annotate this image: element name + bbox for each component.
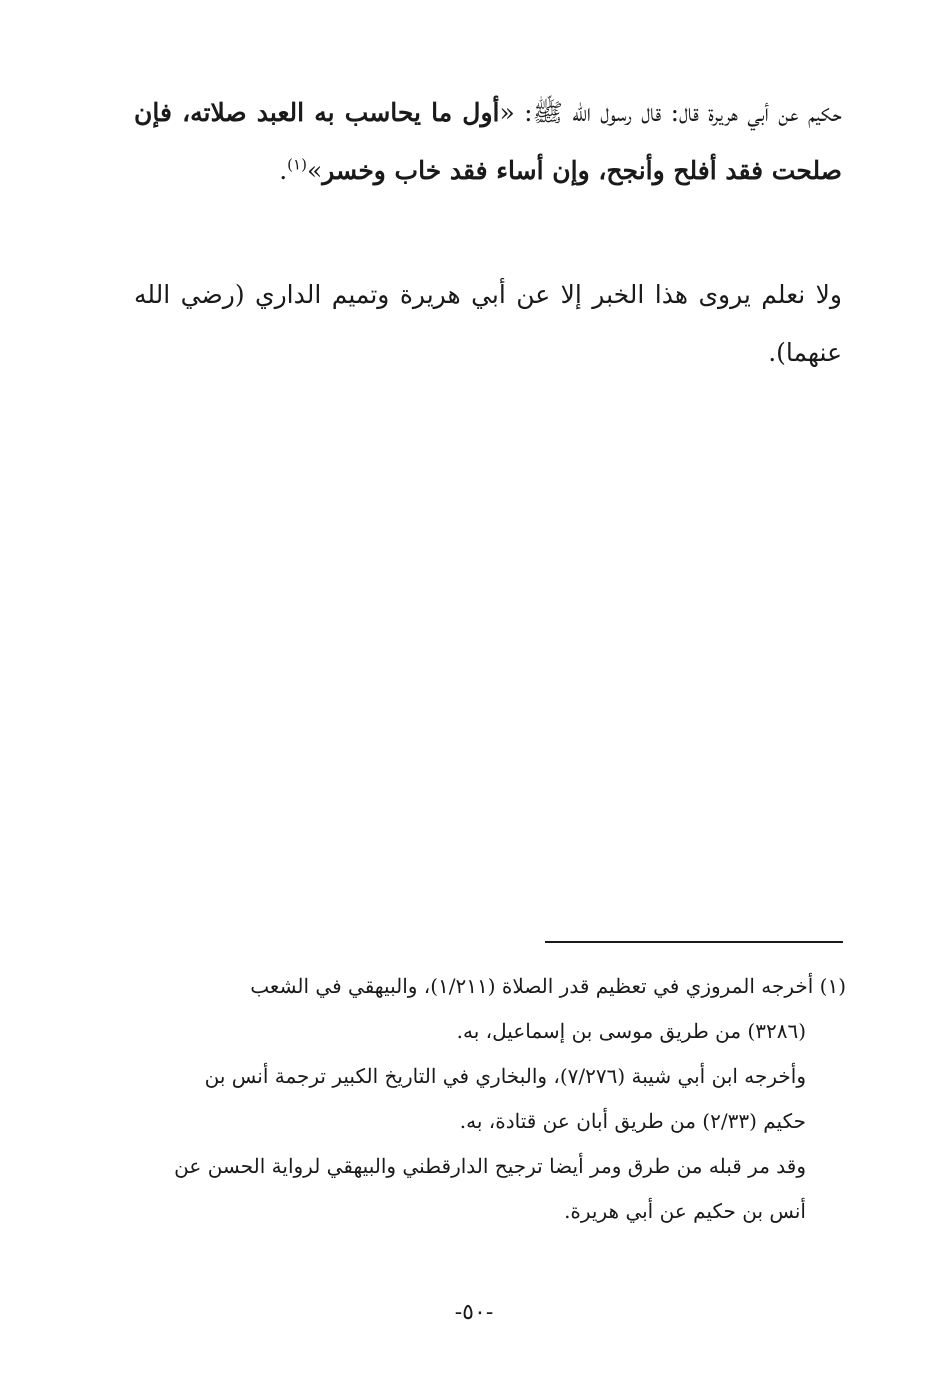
footnote-line: أنس بن حكيم عن أبي هريرة. [564, 1199, 806, 1223]
footnote-line: (٣٢٨٦) من طريق موسى بن إسماعيل، به. [456, 1019, 806, 1043]
footnote-line: وقد مر قبله من طرق ومر أيضا ترجيح الدارقطني والبيهقي لرواية الحسن عن [174, 1154, 806, 1178]
footnote-line: وأخرجه ابن أبي شيبة (٧/٢٧٦)، والبخاري في التاريخ الكبير ترجمة أنس بن [204, 1064, 806, 1088]
page-number: -٥٠- [454, 1300, 494, 1325]
footnote-line: (١) أخرجه المروزي في تعظيم قدر الصلاة (١/٢١١)، والبيهقي في الشعب [250, 974, 846, 998]
commentary-paragraph: ولا نعلم يروى هذا الخبر إلا عن أبي هريرة وتميم الداري (رضي الله عنهما). [134, 280, 842, 367]
footnote-separator [545, 941, 843, 943]
hadith-quote: أول ما يحاسب به العبد صلاته، فإن صلحت فقد أفلح وأنجح، وإن أساء فقد خاب وخسر [134, 98, 842, 185]
hadith-paragraph [134, 84, 842, 200]
footnote-reference: (١) [287, 155, 307, 174]
quote-close-mark: » [306, 156, 323, 185]
hadith-intro: حكيم عن أبي هريرة قال: قال رسول الله ﷺ: « [499, 98, 843, 127]
footnote-line: حكيم (٢/٣٣) من طريق أبان عن قتادة، به. [459, 1109, 806, 1133]
footnotes-section [134, 964, 846, 1234]
hadith-end-punctuation: . [279, 156, 288, 185]
